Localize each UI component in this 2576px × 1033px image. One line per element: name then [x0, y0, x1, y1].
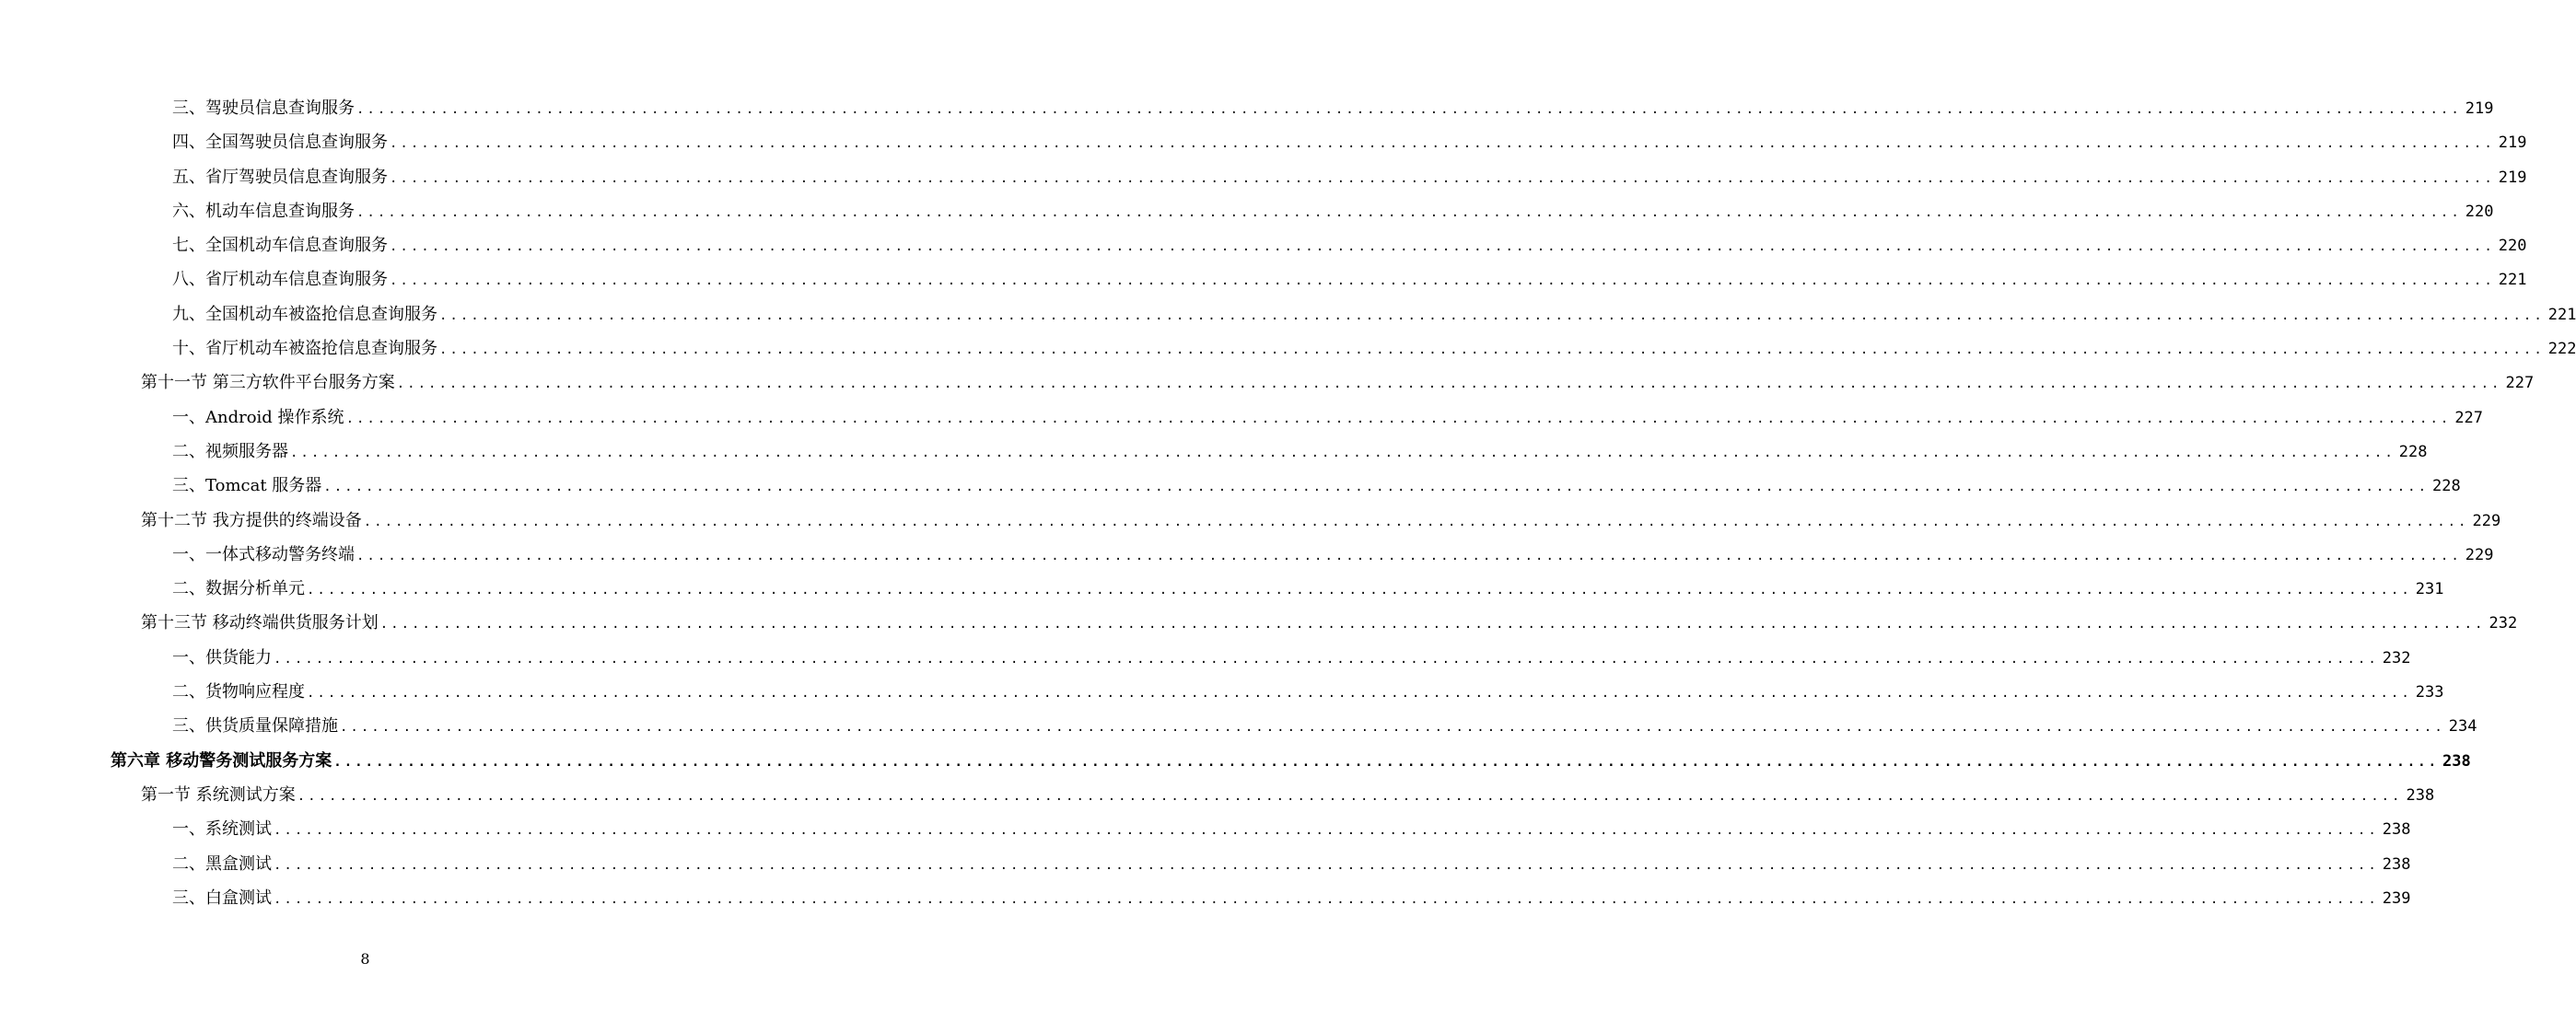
dot-leader: ........................................................................................................................................................................................................ — [390, 239, 2495, 255]
toc-entry-label: 第六章 移动警务测试服务方案 — [111, 750, 332, 771]
toc-entry[interactable] — [0, 435, 2428, 470]
toc-entry-line — [141, 372, 2535, 395]
toc-entry-line — [172, 681, 2444, 704]
toc-entry-line — [172, 441, 2428, 464]
toc-entry-label: 二、货物响应程度 — [172, 682, 305, 702]
toc-entry-line — [141, 612, 2518, 635]
toc-entry-line — [172, 167, 2527, 190]
dot-leader: ........................................................................................................................................................................................................ — [356, 548, 2462, 563]
toc-entry-label: 四、全国驾驶员信息查询服务 — [172, 133, 388, 153]
toc-entry-line — [172, 235, 2527, 258]
dot-leader: ........................................................................................................................................................................................................ — [307, 583, 2412, 598]
toc-entry-page: 229 — [2472, 511, 2501, 530]
dot-leader: ........................................................................................................................................................................................................ — [390, 170, 2495, 186]
toc-entry-line — [172, 544, 2494, 567]
dot-leader: ........................................................................................................................................................................................................ — [333, 754, 2440, 770]
toc-entry[interactable] — [0, 332, 2576, 366]
toc-entry[interactable] — [0, 366, 2535, 400]
toc-entry[interactable] — [0, 676, 2444, 710]
toc-entry[interactable] — [0, 848, 2411, 882]
toc-entry-page: 220 — [2465, 202, 2494, 221]
toc-entry-page: 219 — [2498, 133, 2527, 153]
toc-entry-page: 238 — [2382, 820, 2411, 840]
toc-entry-label: 十、省厅机动车被盗抢信息查询服务 — [172, 339, 437, 359]
toc-entry-page: 229 — [2465, 545, 2494, 564]
toc-entry[interactable] — [0, 745, 2471, 779]
toc-entry[interactable] — [0, 298, 2576, 332]
toc-entry-label: 九、全国机动车被盗抢信息查询服务 — [172, 304, 437, 324]
toc-entry[interactable] — [0, 642, 2411, 676]
toc-entry-page: 221 — [2498, 271, 2527, 290]
toc-entry-label: 二、数据分析单元 — [172, 579, 305, 599]
toc-entry-line — [172, 304, 2576, 327]
toc-entry-page: 219 — [2498, 168, 2527, 187]
dot-leader: ........................................................................................................................................................................................................ — [307, 686, 2412, 702]
toc-entry[interactable] — [0, 813, 2411, 847]
toc-entry-label: 三、Tomcat 服务器 — [172, 476, 322, 496]
dot-leader: ........................................................................................................................................................................................................ — [379, 617, 2486, 633]
dot-leader: ........................................................................................................................................................................................................ — [345, 411, 2452, 426]
toc-entry-label: 一、Android 操作系统 — [172, 407, 344, 427]
toc-entry-label: 一、一体式移动警务终端 — [172, 544, 355, 564]
toc-entry-line — [172, 269, 2527, 292]
toc-entry[interactable] — [0, 573, 2444, 607]
toc-entry-label: 三、驾驶员信息查询服务 — [172, 99, 355, 118]
toc-entry[interactable] — [0, 470, 2461, 504]
toc-entry-label: 二、黑盒测试 — [172, 853, 272, 874]
dot-leader: ........................................................................................................................................................................................................ — [439, 308, 2545, 323]
dot-leader: ........................................................................................................................................................................................................ — [297, 788, 2403, 804]
toc-entry-line — [172, 201, 2494, 224]
toc-entry-page: 227 — [2454, 408, 2484, 427]
toc-entry[interactable] — [0, 779, 2435, 813]
toc-entry[interactable] — [0, 710, 2477, 744]
toc-entry-label: 三、供货质量保障措施 — [172, 716, 338, 737]
toc-entry-label: 五、省厅驾驶员信息查询服务 — [172, 167, 388, 187]
dot-leader: ........................................................................................................................................................................................................ — [274, 823, 2379, 839]
table-of-contents — [0, 92, 2576, 916]
toc-entry-line — [141, 510, 2501, 533]
toc-entry-line — [172, 407, 2484, 430]
toc-entry-page: 227 — [2505, 374, 2535, 393]
toc-entry-line — [111, 750, 2471, 773]
toc-entry-page: 220 — [2498, 237, 2527, 256]
toc-entry-label: 二、视频服务器 — [172, 441, 288, 461]
toc-entry-label: 一、系统测试 — [172, 819, 272, 840]
toc-entry-page: 221 — [2547, 305, 2576, 324]
toc-entry[interactable] — [0, 161, 2527, 195]
toc-entry-line — [172, 818, 2411, 841]
toc-entry-page: 234 — [2448, 717, 2477, 737]
toc-entry[interactable] — [0, 539, 2494, 573]
toc-entry-label: 第十二节 我方提供的终端设备 — [141, 510, 362, 530]
toc-entry-line — [172, 132, 2527, 155]
toc-entry-line — [172, 578, 2444, 601]
dot-leader: ........................................................................................................................................................................................................ — [274, 651, 2379, 667]
toc-entry-label: 第十三节 移动终端供货服务计划 — [141, 613, 379, 633]
toc-entry[interactable] — [0, 92, 2494, 126]
toc-entry-page: 231 — [2415, 580, 2444, 599]
toc-entry-page: 232 — [2382, 648, 2411, 667]
toc-entry[interactable] — [0, 607, 2518, 641]
dot-leader: ........................................................................................................................................................................................................ — [290, 445, 2395, 460]
toc-entry[interactable] — [0, 505, 2501, 539]
dot-leader: ........................................................................................................................................................................................................ — [390, 136, 2495, 152]
toc-entry-page: 232 — [2489, 614, 2518, 633]
toc-entry-page: 238 — [2382, 854, 2411, 874]
toc-entry-label: 第十一节 第三方软件平台服务方案 — [141, 373, 395, 393]
toc-entry-line — [172, 338, 2576, 361]
toc-entry-label: 一、供货能力 — [172, 647, 272, 667]
dot-leader: ........................................................................................................................................................................................................ — [396, 377, 2502, 392]
toc-entry-page: 238 — [2442, 751, 2471, 771]
toc-entry[interactable] — [0, 401, 2484, 435]
toc-entry-page: 233 — [2415, 683, 2444, 702]
toc-entry-label: 三、白盒测试 — [172, 888, 272, 908]
dot-leader: ........................................................................................................................................................................................................ — [363, 514, 2469, 529]
dot-leader: ........................................................................................................................................................................................................ — [274, 857, 2379, 873]
toc-entry[interactable] — [0, 195, 2494, 229]
toc-entry-line — [172, 715, 2477, 738]
toc-entry-page: 228 — [2432, 477, 2461, 496]
toc-entry-page: 219 — [2465, 99, 2494, 118]
dot-leader: ........................................................................................................................................................................................................ — [356, 102, 2462, 117]
toc-entry-line — [172, 888, 2411, 911]
dot-leader: ........................................................................................................................................................................................................ — [323, 480, 2430, 495]
dot-leader: ........................................................................................................................................................................................................ — [439, 342, 2545, 358]
dot-leader: ........................................................................................................................................................................................................ — [390, 273, 2495, 289]
toc-entry-label: 七、全国机动车信息查询服务 — [172, 236, 388, 256]
toc-entry-line — [172, 853, 2411, 876]
toc-entry-page: 222 — [2547, 340, 2576, 359]
toc-entry[interactable] — [0, 263, 2527, 297]
toc-entry[interactable] — [0, 126, 2527, 160]
dot-leader: ........................................................................................................................................................................................................ — [274, 891, 2379, 907]
toc-entry-label: 第一节 系统测试方案 — [141, 784, 296, 805]
dot-leader: ........................................................................................................................................................................................................ — [356, 204, 2462, 220]
toc-entry-line — [172, 98, 2494, 121]
toc-entry-line — [141, 784, 2435, 807]
toc-entry-page: 238 — [2406, 785, 2435, 805]
dot-leader: ........................................................................................................................................................................................................ — [340, 720, 2445, 736]
toc-entry-page: 239 — [2382, 888, 2411, 908]
toc-entry[interactable] — [0, 882, 2411, 916]
toc-entry-line — [172, 475, 2461, 498]
toc-entry-line — [172, 647, 2411, 670]
toc-entry-page: 228 — [2398, 442, 2428, 461]
toc-entry[interactable] — [0, 229, 2527, 263]
toc-entry-label: 六、机动车信息查询服务 — [172, 201, 355, 221]
toc-entry-label: 八、省厅机动车信息查询服务 — [172, 270, 388, 290]
page-number: 8 — [360, 950, 370, 968]
